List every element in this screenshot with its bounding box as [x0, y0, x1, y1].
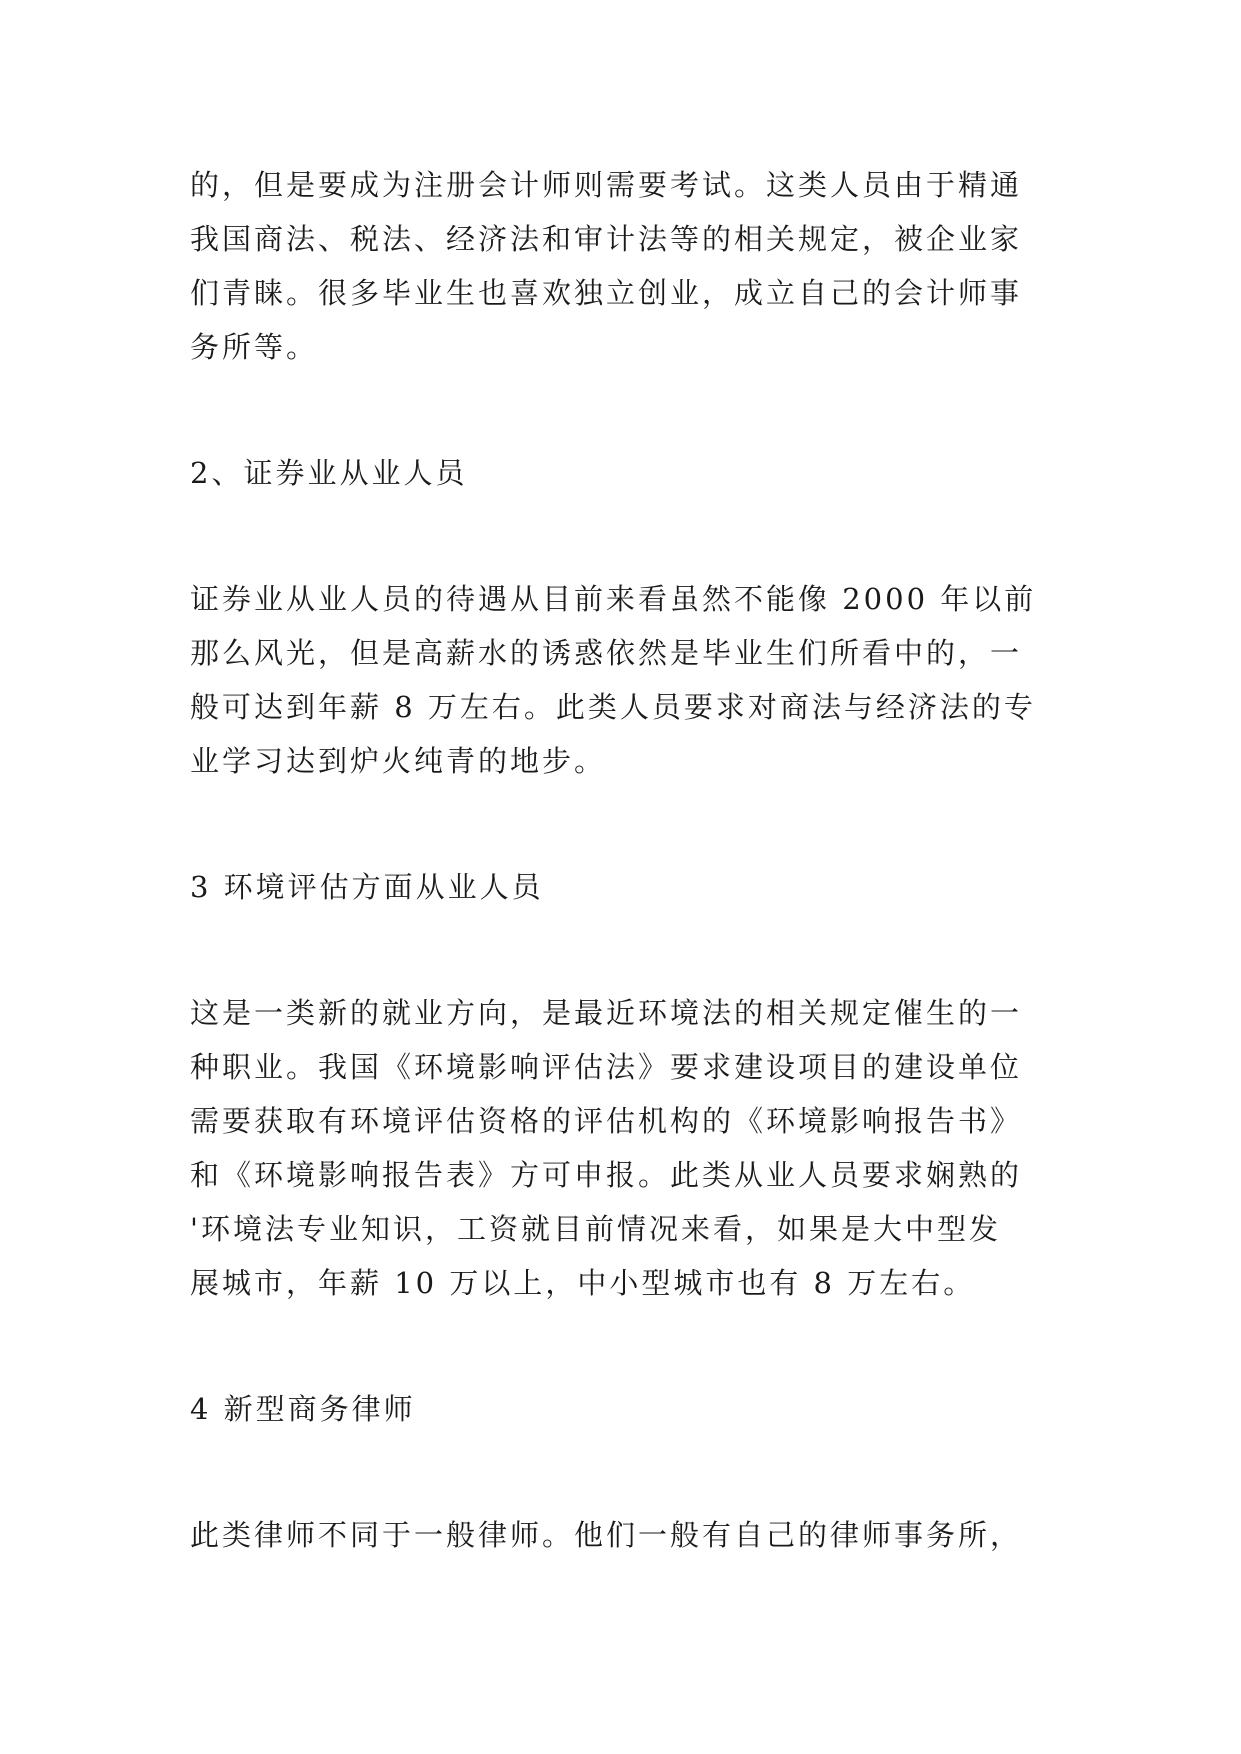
text-line: 我国商法、税法、经济法和审计法等的相关规定，被企业家	[190, 222, 1023, 256]
paragraph-accountant	[190, 158, 1060, 374]
text-line: 般可达到年薪 8 万左右。此类人员要求对商法与经济法的专	[190, 690, 1036, 724]
text-line: 的，但是要成为注册会计师则需要考试。这类人员由于精通	[190, 168, 1023, 202]
text-line: 这是一类新的就业方向，是最近环境法的相关规定催生的一	[190, 996, 1023, 1030]
document-body	[190, 158, 1060, 1562]
section-heading-environment: 3 环境评估方面从业人员	[190, 870, 544, 904]
section-heading-securities: 2、证券业从业人员	[190, 456, 468, 490]
text-line: 展城市，年薪 10 万以上，中小型城市也有 8 万左右。	[190, 1266, 976, 1300]
text-line: 们青睐。很多毕业生也喜欢独立创业，成立自己的会计师事	[190, 276, 1023, 310]
section-heading-lawyer: 4 新型商务律师	[190, 1392, 416, 1426]
text-line: 需要获取有环境评估资格的评估机构的《环境影响报告书》	[190, 1104, 1023, 1138]
paragraph-environment	[190, 986, 1060, 1310]
text-line: '环境法专业知识，工资就目前情况来看，如果是大中型发	[190, 1212, 1001, 1246]
text-line: 种职业。我国《环境影响评估法》要求建设项目的建设单位	[190, 1050, 1023, 1084]
text-line: 和《环境影响报告表》方可申报。此类从业人员要求娴熟的	[190, 1158, 1023, 1192]
paragraph-securities	[190, 572, 1060, 788]
paragraph-lawyer	[190, 1508, 1060, 1562]
text-line: 业学习达到炉火纯青的地步。	[190, 744, 607, 778]
text-line: 务所等。	[190, 330, 319, 364]
text-line: 证券业从业人员的待遇从目前来看虽然不能像 2000 年以前	[190, 582, 1037, 616]
text-line: 此类律师不同于一般律师。他们一般有自己的律师事务所，	[190, 1518, 1023, 1552]
text-line: 那么风光，但是高薪水的诱惑依然是毕业生们所看中的，一	[190, 636, 1023, 670]
